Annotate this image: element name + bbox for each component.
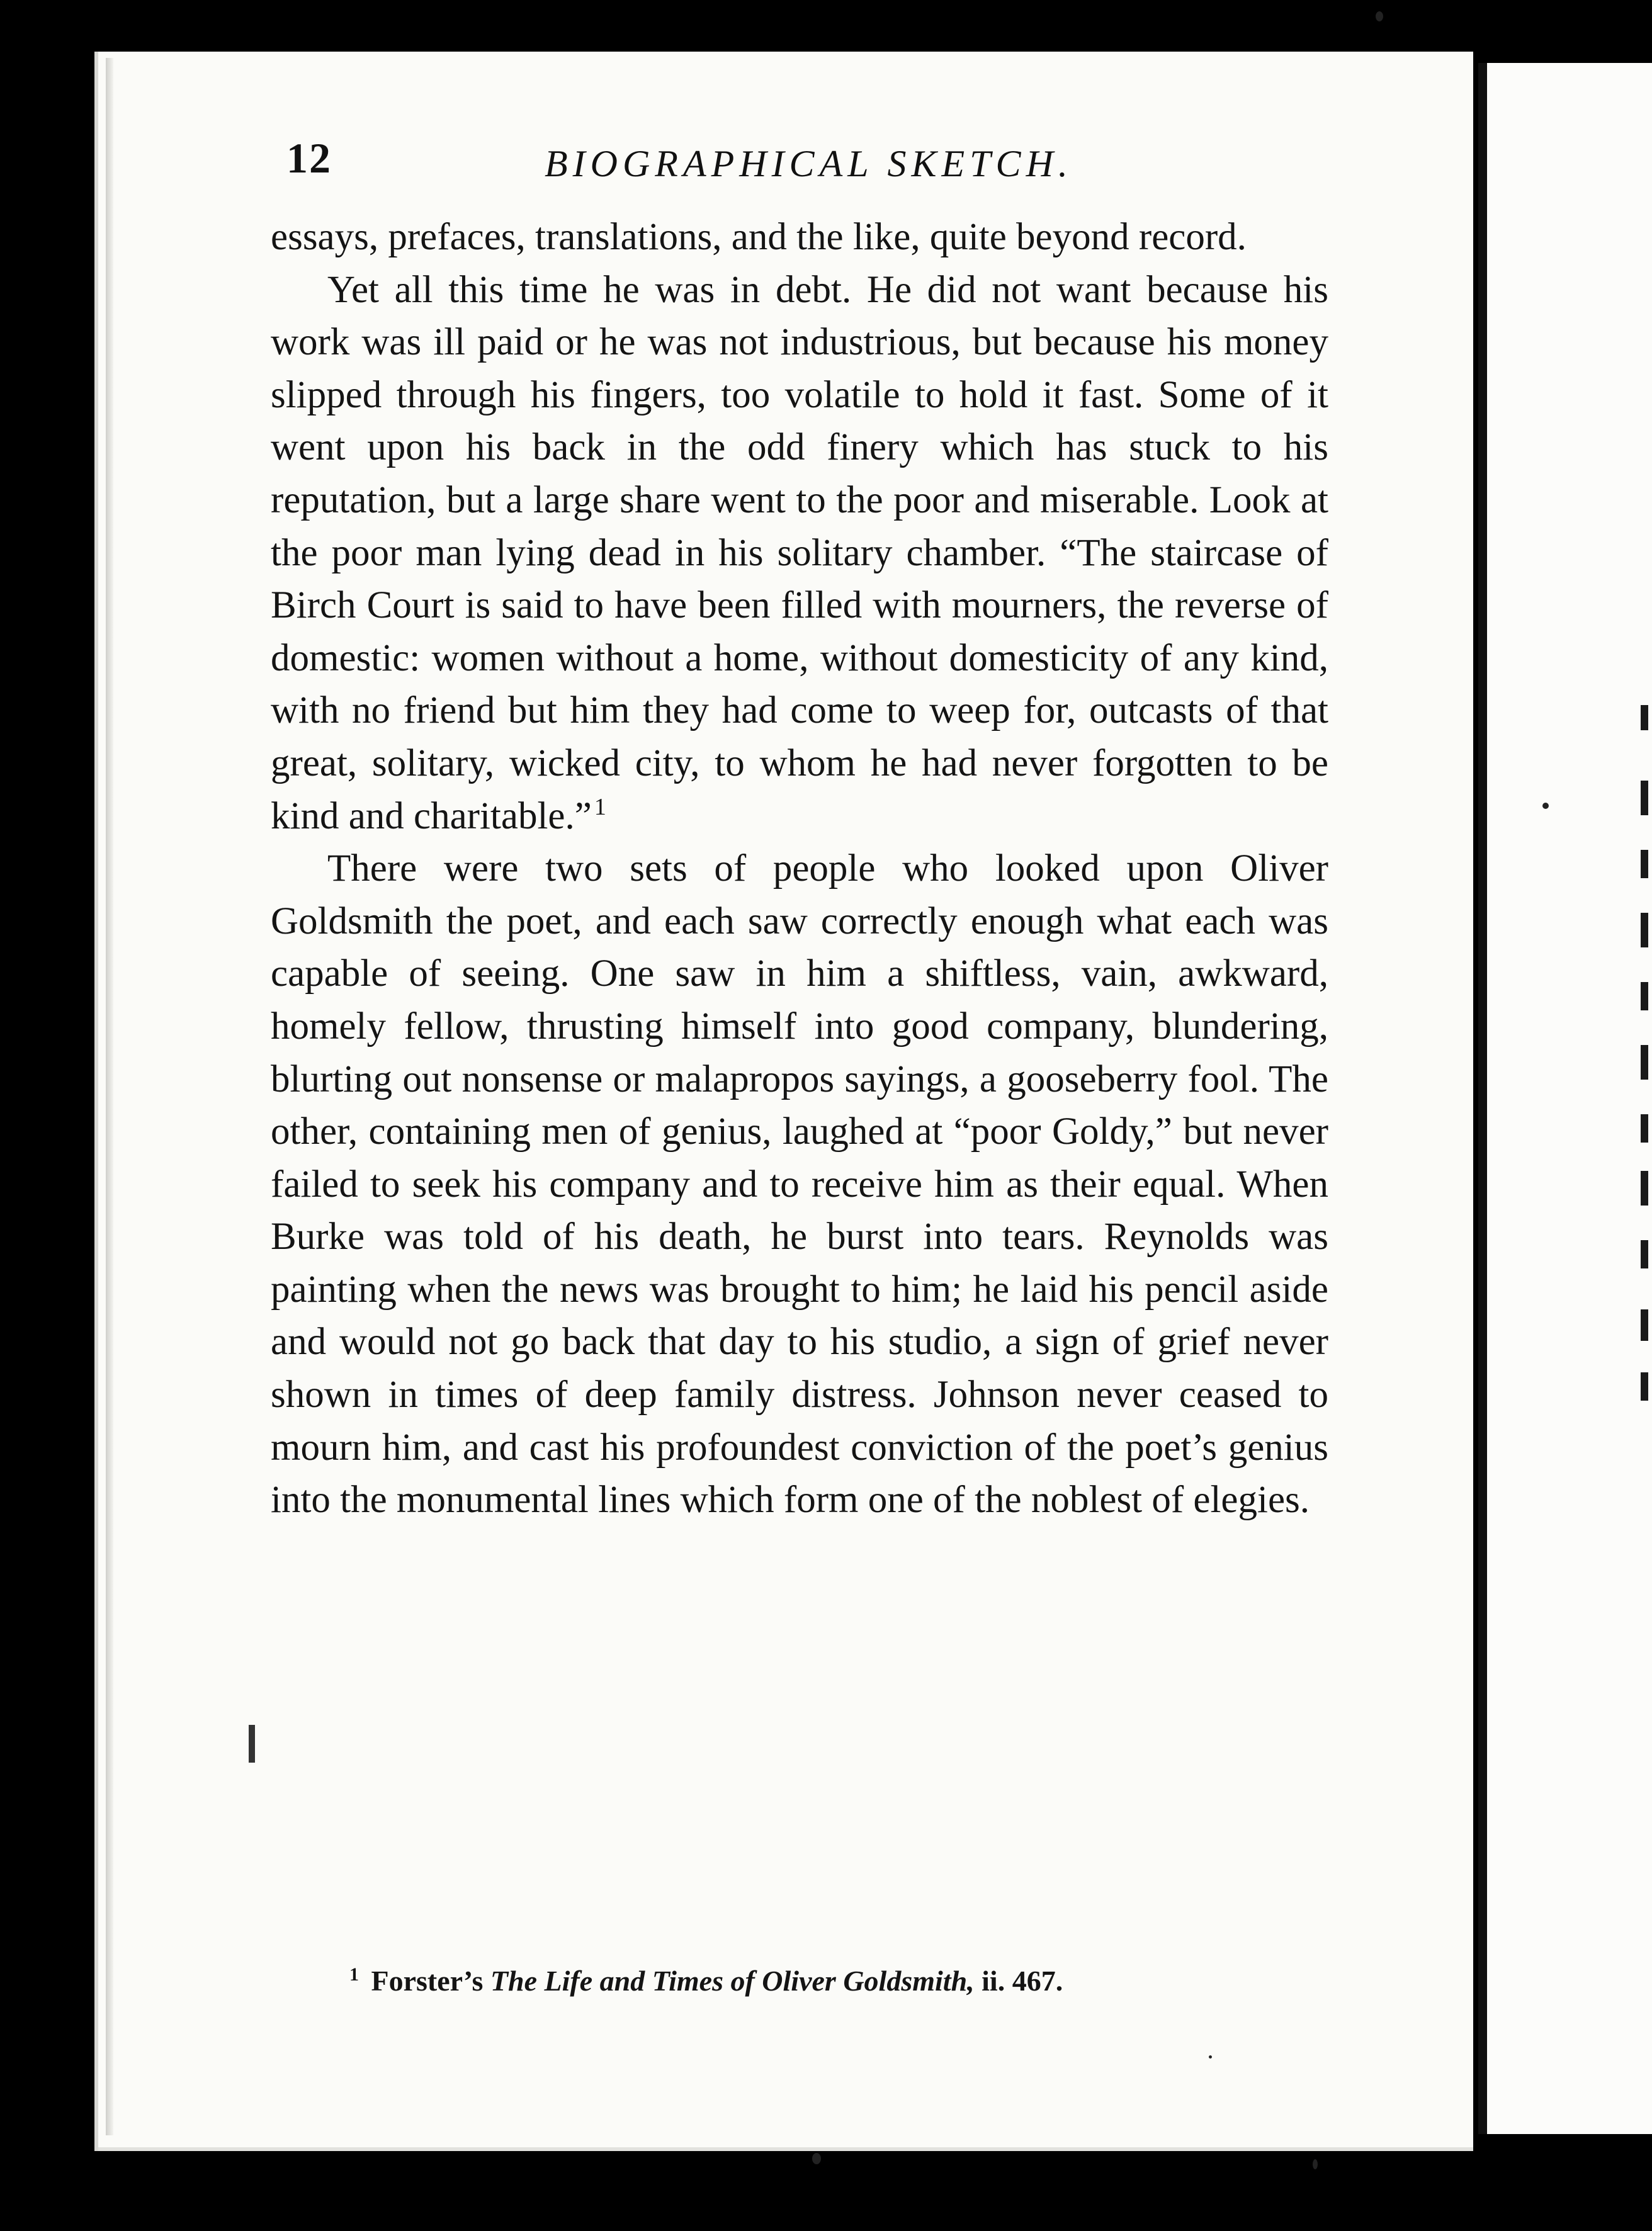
page-header [286,133,1426,196]
page-number: 12 [286,134,332,182]
text-fragment [1641,1171,1648,1206]
speck [812,2153,821,2164]
speck [1376,11,1383,21]
speck [1313,2159,1318,2169]
text-fragment [1641,1372,1648,1401]
footnote [349,1964,1332,1997]
text-fragment [1641,850,1648,878]
body-text [271,211,1328,1527]
text-fragment [1641,781,1648,815]
footnote-title: The Life and Times of Oliver Goldsmith, [490,1965,975,1997]
footnote-author: Forster’s [371,1965,484,1997]
paragraph-two-sets: There were two sets of people who looked upon Oliver Goldsmith the poet, and each saw correctly enough what each was capable of seeing. One saw in him a shiftless, vain, awkward, homely fellow, thrusting himself into good company, blundering, blurting out nonsense or malapropos sayings, a gooseberry fool. The other, containing men of genius, laughed at “poor Goldy,” but never failed to seek his company and to receive him as their equal. When Burke was told of his death, he burst into tears. Reynolds was painting when the news was brought to him; he laid his pencil aside and would not go back that day to his studio, a sign of grief never shown in times of deep family distress. Johnson never ceased to mourn him, and cast his profoundest conviction of the poet’s genius into the monumental lines which form one of the noblest of elegies. [271,847,1328,1522]
text-fragment [1641,1240,1648,1268]
margin-mark [249,1725,255,1763]
text-fragment [1641,982,1648,1010]
right-page-edge [1478,63,1652,2134]
right-page-text-fragments [1641,705,1652,1460]
paragraph-debt [271,264,1328,843]
speck [1209,2055,1212,2059]
text-fragment [1641,1045,1648,1080]
text-fragment [1641,1309,1648,1341]
footnote-mark: 1 [349,1963,359,1985]
speck [1542,803,1549,809]
text-fragment [1641,1114,1648,1143]
paragraph-continuation: essays, prefaces, translations, and the like, quite beyond record. [271,216,1247,258]
paragraph-text: Yet all this time he was in debt. He did not want because his work was ill paid or he was not industrious, but because his money slipped through his fingers, too volatile to hold it fast. Some of it went upon his back in the odd finery which has stuck to his reputation, but a large share went to the poor and miserable. Look at the poor man lying dead in his solitary chamber. “The staircase of Birch Court is said to have been filled with mourners, the reverse of domestic: women without a home, without domesticity of any kind, with no friend but him they had come to weep for, outcasts of that great, solitary, wicked city, to whom he had never forgotten to be kind and charitable.” [271,268,1328,837]
running-head: BIOGRAPHICAL SKETCH. [545,143,1073,184]
footnote-reference-text: ii. 467. [982,1965,1063,1997]
text-fragment [1641,913,1648,947]
footnote-reference: 1 [594,794,606,821]
text-fragment [1641,705,1648,730]
